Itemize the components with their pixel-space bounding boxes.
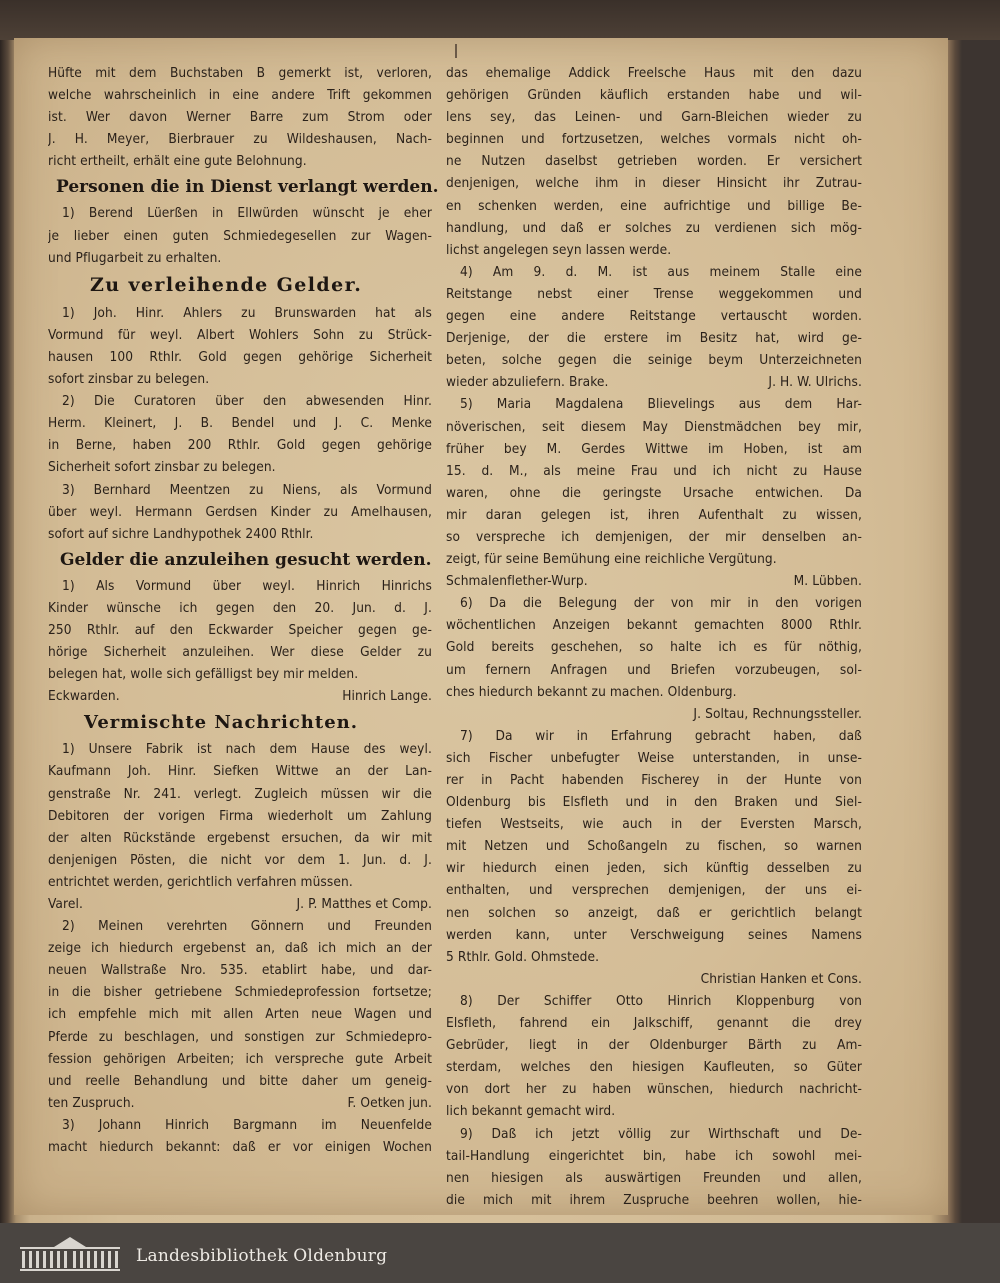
text-line: J. H. Meyer, Bierbrauer zu Wildeshausen, Nach- xyxy=(48,131,432,148)
text-line: in Berne, haben 200 Rthlr. Gold gegen gehörige xyxy=(48,437,432,454)
text-line: über weyl. Hermann Gerdsen Kinder zu Amelhausen, xyxy=(48,503,432,520)
text-line: wöchentlichen Anzeigen bekannt gemachten 8000 Rthlr. xyxy=(446,617,862,634)
signature-name: F. Oetken jun. xyxy=(347,1094,432,1111)
text-line: 7) Da wir in Erfahrung gebracht haben, daß xyxy=(460,727,862,744)
text-line: tiefen Westseits, wie auch in der Eversten Marsch, xyxy=(446,816,862,833)
signature-place: Eckwarden. xyxy=(48,688,120,705)
text-line: die mich mit ihrem Zuspruche beehren wollen, hie- xyxy=(446,1191,862,1208)
text-line: 6) Da die Belegung der von mir in den vorigen xyxy=(460,595,862,612)
library-building-logo-icon xyxy=(18,1233,122,1273)
text-line: Derjenige, der die erstere im Besitz hat, wird ge- xyxy=(446,330,862,347)
text-line: 2) Die Curatoren über den abwesenden Hinr. xyxy=(62,393,432,410)
text-line: Kinder wünsche ich gegen den 20. Jun. d. J. xyxy=(48,599,432,616)
text-line: fession gehörigen Arbeiten; ich verspreche gute Arbeit xyxy=(48,1050,432,1067)
text-line: Debitoren der vorigen Firma wiederholt um Zahlung xyxy=(48,807,432,824)
right-column xyxy=(446,62,862,1211)
text-line: macht hiedurch bekannt: daß er vor einigen Wochen xyxy=(48,1139,432,1156)
text-line: Hüfte mit dem Buchstaben B gemerkt ist, verloren, xyxy=(48,65,432,81)
text-line: denjenigen Pösten, die nicht vor dem 1. Jun. d. J. xyxy=(48,851,432,868)
text-line: hausen 100 Rthlr. Gold gegen gehörige Sicherheit xyxy=(48,348,432,365)
text-line: neuen Wallstraße Nro. 535. etablirt habe, und dar- xyxy=(48,962,432,979)
text-line: enthalten, und versprechen demjenigen, der uns ei- xyxy=(446,882,862,899)
text-line: beginnen und fortzusetzen, welches vormals nicht oh- xyxy=(446,131,862,148)
text-line: Elsfleth, fahrend ein Jalkschiff, genannt die drey xyxy=(446,1015,862,1032)
text-line: tail-Handlung eingerichtet bin, habe ich sowohl mei- xyxy=(446,1147,862,1164)
signature-name: M. Lübben. xyxy=(793,573,862,590)
text-line: 15. d. M., als meine Frau und ich nicht zu Hause xyxy=(446,462,862,479)
text-line: sterdam, welches den hiesigen Kaufleuten, so Güter xyxy=(446,1059,862,1076)
section-heading: Personen die in Dienst verlangt werden. xyxy=(56,177,439,198)
text-line: von dort her zu haben wünschen, hiedurch nachricht- xyxy=(446,1081,862,1098)
text-line: zeige ich hiedurch ergebenst an, daß ich mich an der xyxy=(48,940,432,957)
text-line: und reelle Behandlung und bitte daher um geneig- xyxy=(48,1072,432,1089)
text-line: beten, solche gegen die seinige beym Unterzeichneten xyxy=(446,352,862,369)
text-line: richt ertheilt, erhält eine gute Belohnung. xyxy=(48,153,307,170)
text-line: gehörigen Gründen käuflich erstanden habe und wil- xyxy=(446,87,862,104)
text-line: genstraße Nr. 241. verlegt. Zugleich müssen wir die xyxy=(48,785,432,802)
signature-place: Varel. xyxy=(48,896,83,912)
text-line: Herm. Kleinert, J. B. Bendel und J. C. Menke xyxy=(48,415,432,432)
section-heading: Vermischte Nachrichten. xyxy=(84,712,358,734)
signature-line xyxy=(446,570,862,592)
text-line: 250 Rthlr. auf den Eckwarder Speicher gegen ge- xyxy=(48,621,432,638)
text-line: 3) Johann Hinrich Bargmann im Neuenfelde xyxy=(62,1116,432,1133)
text-line: ne Nutzen daselbst getrieben worden. Er versichert xyxy=(446,153,862,170)
signature-line xyxy=(48,893,432,915)
text-line: so verspreche ich demjenigen, der mir denselben an- xyxy=(446,528,862,545)
text-line: denjenigen, welche ihm in dieser Hinsicht ihr Zutrau- xyxy=(446,175,862,192)
text-line: Oldenburg bis Elsfleth und in den Braken und Siel- xyxy=(446,794,862,811)
text-line: entrichtet werden, gerichtlich verfahren müssen. xyxy=(48,873,353,890)
text-line: welche wahrscheinlich in eine andere Trift gekommen xyxy=(48,87,432,104)
signature-line xyxy=(48,1092,432,1114)
text-line: 4) Am 9. d. M. ist aus meinem Stalle eine xyxy=(460,263,862,280)
text-line: je lieber einen guten Schmiedegesellen zur Wagen- xyxy=(48,227,432,244)
text-line: 1) Berend Lüerßen in Ellwürden wünscht je eher xyxy=(62,205,432,222)
text-line: lens sey, das Leinen- und Garn-Bleichen wieder zu xyxy=(446,109,862,126)
book-top-edge xyxy=(0,0,1000,40)
text-line: belegen hat, wolle sich gefälligst bey mir melden. xyxy=(48,666,359,683)
text-line: Reitstange nebst einer Trense weggekommen und xyxy=(446,285,862,302)
text-line: nen hiesigen als auswärtigen Freunden und allen, xyxy=(446,1169,862,1186)
text-line: ches hiedurch bekannt zu machen. Oldenburg. xyxy=(446,683,737,700)
page-mark xyxy=(455,44,461,58)
text-line: das ehemalige Addick Freelsche Haus mit den dazu xyxy=(446,65,862,81)
text-line: zeigt, für seine Bemühung eine reichliche Vergütung. xyxy=(446,551,777,568)
text-line: 1) Joh. Hinr. Ahlers zu Brunswarden hat als xyxy=(62,304,432,321)
text-line: Vormund für weyl. Albert Wohlers Sohn zu Strück- xyxy=(48,326,432,343)
text-line: 9) Daß ich jetzt völlig zur Wirthschaft und De- xyxy=(460,1125,862,1142)
text-line: ist. Wer davon Werner Barre zum Strom oder xyxy=(48,109,432,126)
text-line: werden kann, unter Verschweigung seines Namens xyxy=(446,926,862,943)
section-heading: Zu verleihende Gelder. xyxy=(90,273,363,296)
signature-name: J. H. W. Ulrichs. xyxy=(768,374,862,391)
signature-place: Schmalenflether-Wurp. xyxy=(446,573,588,590)
text-line: sich Fischer unbefugter Weise unterstanden, in unse- xyxy=(446,749,862,766)
text-line: 5 Rthlr. Gold. Ohmstede. xyxy=(446,948,600,965)
text-line: hörige Sicherheit anzuleihen. Wer diese Gelder zu xyxy=(48,644,432,661)
text-line: 8) Der Schiffer Otto Hinrich Kloppenburg von xyxy=(460,992,862,1009)
text-line: um fernern Anfragen und Briefen vorzubeugen, sol- xyxy=(446,661,862,678)
text-line: gegen eine andere Reitstange vertauscht worden. xyxy=(446,308,862,325)
text-line: 1) Als Vormund über weyl. Hinrich Hinrichs xyxy=(62,577,432,594)
text-line: Gold bereits geschehen, so halte ich es für nöthig, xyxy=(446,639,862,656)
text-line: Kaufmann Joh. Hinr. Siefken Wittwe an der Lan- xyxy=(48,763,432,780)
section-heading: Gelder die anzuleihen gesucht werden. xyxy=(60,549,432,570)
text-line: ich empfehle mich mit allen Arten neue Wagen und xyxy=(48,1006,432,1023)
signature-place: ten Zuspruch. xyxy=(48,1094,135,1111)
text-line: waren, ohne die geringste Ursache entwichen. Da xyxy=(446,484,862,501)
signature-line xyxy=(446,371,862,393)
signature-place: wieder abzuliefern. Brake. xyxy=(446,374,609,391)
text-line: lichst angelegen seyn lassen werde. xyxy=(446,241,672,258)
text-line: und Pflugarbeit zu erhalten. xyxy=(48,249,222,266)
signature-line xyxy=(48,685,432,707)
text-line: Sicherheit sofort zinsbar zu belegen. xyxy=(48,459,276,476)
text-line: 3) Bernhard Meentzen zu Niens, als Vormund xyxy=(62,481,432,498)
text-line: 5) Maria Magdalena Blievelings aus dem Har- xyxy=(460,396,862,413)
text-line: lich bekannt gemacht wird. xyxy=(446,1103,616,1120)
text-line: 2) Meinen verehrten Gönnern und Freunden xyxy=(62,918,432,935)
text-line: növerischen, seit diesem May Dienstmädchen bey mir, xyxy=(446,418,862,435)
signature-line: J. Soltau, Rechnungssteller. xyxy=(693,705,862,722)
text-line: wir hiedurch einen jeden, sich künftig desselben zu xyxy=(446,860,862,877)
signature-name: J. P. Matthes et Comp. xyxy=(296,896,432,912)
text-line: Gebrüder, liegt in der Oldenburger Bärth zu Am- xyxy=(446,1037,862,1054)
left-column xyxy=(48,62,439,1158)
text-line: mir daran gelegen ist, ihren Aufenthalt zu wissen, xyxy=(446,506,862,523)
text-line: sofort zinsbar zu belegen. xyxy=(48,371,210,388)
text-line: der alten Rückstände ergebenst ersuchen, da wir mit xyxy=(48,829,432,846)
signature-line: Christian Hanken et Cons. xyxy=(700,970,862,987)
text-line: früher bey M. Gerdes Wittwe im Hoben, ist am xyxy=(446,440,862,457)
text-line: sofort auf sichre Landhypothek 2400 Rthlr. xyxy=(48,525,314,542)
text-line: mit Netzen und Schoßangeln zu fischen, so warnen xyxy=(446,838,862,855)
text-line: Pferde zu beschlagen, und sonstigen zur Schmiedepro- xyxy=(48,1028,432,1045)
signature-name: Hinrich Lange. xyxy=(342,688,432,705)
text-line: handlung, und daß er solches zu verdienen sich mög- xyxy=(446,219,862,236)
text-line: in die bisher getriebene Schmiedeprofession fortsetze; xyxy=(48,984,432,1001)
text-line: 1) Unsere Fabrik ist nach dem Hause des weyl. xyxy=(62,741,432,758)
text-line: nen solchen so anzeigt, daß er gerichtlich belangt xyxy=(446,904,862,921)
library-name: Landesbibliothek Oldenburg xyxy=(136,1246,388,1266)
text-line: rer in Pacht habenden Fischerey in der Hunte von xyxy=(446,772,862,788)
text-line: en schenken werden, eine aufrichtige und billige Be- xyxy=(446,197,862,214)
